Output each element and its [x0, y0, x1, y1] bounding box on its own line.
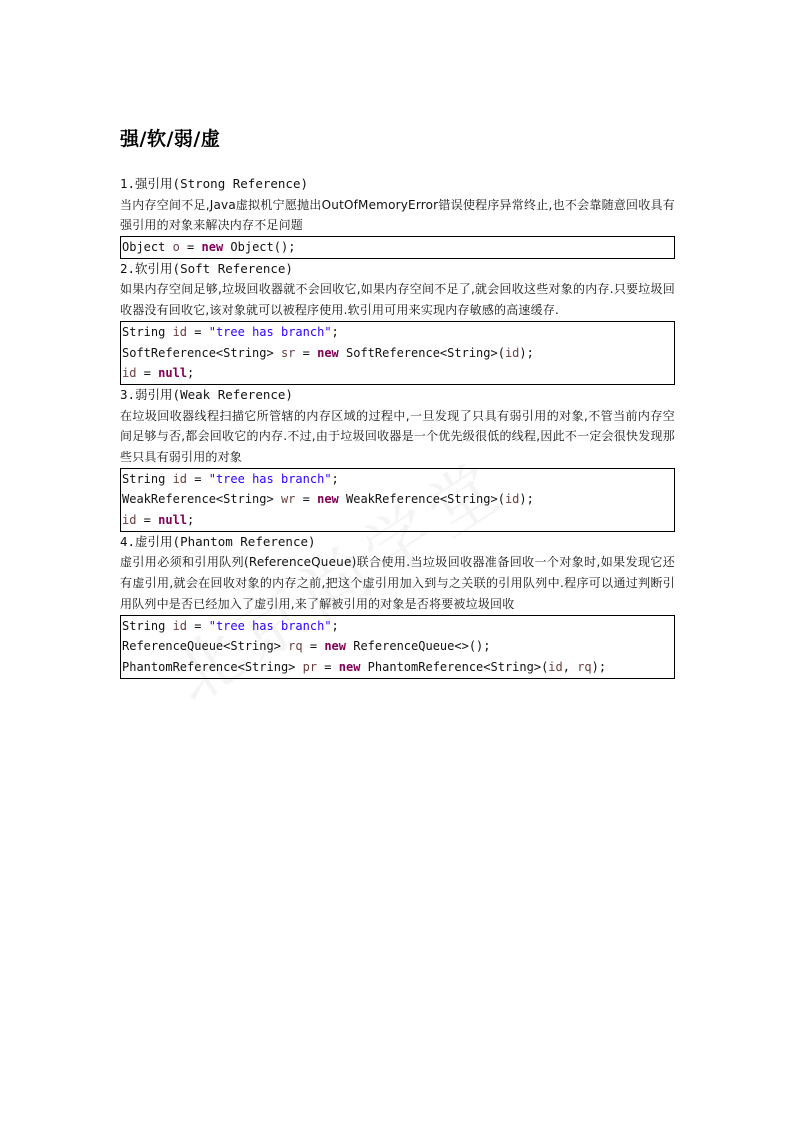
code-line: [122, 657, 674, 678]
code-block: [120, 236, 675, 259]
code-token: String: [122, 324, 173, 339]
section-heading: 2.软引用(Soft Reference): [120, 260, 293, 276]
section-text: 如果内存空间足够,垃圾回收器就不会回收它,如果内存空间不足了,就会回收这些对象的内存.只要垃圾回收器没有回收它,该对象就可以被程序使用.软引用可用来实现内存敏感的高速缓存.: [120, 282, 675, 318]
section-text: 虚引用必须和引用队列(ReferenceQueue)联合使用.当垃圾回收器准备回收一个对象时,如果发现它还有虚引用,就会在回收对象的内存之前,把这个虚引用加入到与之关联的引用队列中.程序可以通过判断引用队列中是否已经加入了虚引用,来了解被引用的对象是否将要被垃圾回收: [120, 555, 675, 611]
code-token: null: [158, 513, 188, 528]
code-token: ;: [331, 618, 339, 633]
section-heading: 3.弱引用(Weak Reference): [120, 386, 293, 402]
code-token: =: [295, 492, 318, 507]
code-block: [120, 468, 675, 532]
code-token: id: [504, 345, 520, 360]
code-token: =: [179, 240, 202, 255]
code-token: =: [302, 639, 325, 654]
code-token: ;: [187, 366, 195, 381]
section-text: 当内存空间不足,Java虚拟机宁愿抛出OutOfMemoryError错误使程序异常终止,也不会靠随意回收具有强引用的对象来解决内存不足问题: [120, 197, 675, 233]
section-text: 在垃圾回收器线程扫描它所管辖的内存区域的过程中,一旦发现了只具有弱引用的对象,不管当前内存空间足够与否,都会回收它的内存.不过,由于垃圾回收器是一个优先级很低的线程,因此不一定会很快发现那些只具有弱引用的对象: [120, 408, 675, 465]
code-token: String: [122, 618, 173, 633]
code-token: WeakReference<String>: [122, 492, 281, 507]
code-line: [122, 322, 674, 343]
code-token: Object: [122, 240, 173, 255]
code-token: =: [136, 366, 159, 381]
code-token: SoftReference<String>: [122, 345, 281, 360]
code-token: );: [591, 659, 607, 674]
code-token: id: [172, 618, 188, 633]
code-line: [122, 237, 674, 258]
section-heading: 1.强引用(Strong Reference): [120, 176, 309, 191]
code-token: new: [317, 345, 339, 360]
code-token: String: [122, 471, 173, 486]
code-line: [122, 489, 674, 510]
code-token: id: [504, 492, 520, 507]
code-token: sr: [280, 345, 296, 360]
code-token: new: [201, 240, 224, 255]
code-token: ReferenceQueue<>();: [346, 639, 491, 654]
code-token: =: [187, 324, 209, 339]
code-token: "tree has branch": [208, 471, 332, 486]
code-token: );: [519, 492, 534, 507]
code-token: "tree has branch": [208, 324, 332, 339]
code-token: new: [324, 639, 346, 654]
code-token: =: [295, 345, 318, 360]
code-token: id: [122, 513, 137, 528]
code-token: new: [317, 492, 339, 507]
code-token: o: [172, 240, 180, 255]
code-token: "tree has branch": [208, 618, 332, 633]
code-line: [122, 343, 674, 364]
code-line: [122, 363, 674, 384]
code-token: =: [317, 659, 339, 674]
code-token: PhantomReference<String>(: [360, 659, 549, 674]
code-block: [120, 615, 675, 679]
code-token: new: [338, 659, 361, 674]
code-token: id: [172, 324, 188, 339]
code-line: [122, 469, 674, 490]
code-token: ;: [331, 471, 339, 486]
code-token: ReferenceQueue<String>: [122, 639, 289, 654]
code-line: [122, 510, 674, 531]
code-token: Object();: [223, 240, 296, 255]
code-token: PhantomReference<String>: [122, 659, 303, 674]
document-body: [120, 174, 675, 679]
code-token: =: [136, 513, 159, 528]
code-token: rq: [577, 659, 592, 674]
code-token: SoftReference<String>(: [338, 345, 505, 360]
code-block: [120, 321, 675, 385]
code-token: ;: [331, 324, 339, 339]
code-token: WeakReference<String>(: [338, 492, 505, 507]
code-token: id: [172, 471, 188, 486]
code-line: [122, 636, 674, 657]
code-line: [122, 616, 674, 637]
code-token: pr: [302, 659, 318, 674]
code-token: id: [548, 659, 563, 674]
code-token: wr: [280, 492, 296, 507]
code-token: );: [519, 345, 534, 360]
code-token: rq: [288, 639, 303, 654]
code-token: id: [122, 366, 137, 381]
code-token: ;: [187, 513, 195, 528]
section-heading: 4.虚引用(Phantom Reference): [120, 533, 316, 549]
code-token: ,: [562, 659, 578, 674]
page-title: 强/软/弱/虚: [120, 128, 221, 150]
code-token: =: [187, 471, 209, 486]
code-token: null: [158, 366, 188, 381]
code-token: =: [187, 618, 209, 633]
